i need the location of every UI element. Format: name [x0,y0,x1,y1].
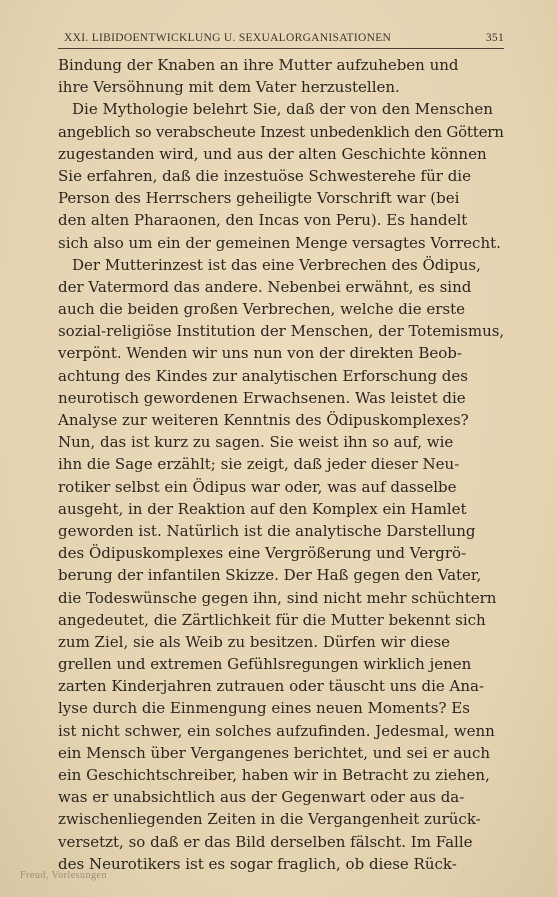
text-line: zarten Kinderjahren zutrauen oder täuscht uns die Ana- [58,677,485,696]
chapter-title: XXI. LIBIDOENTWICKLUNG U. SEXUALORGANISATIONEN [64,32,392,44]
page-number: 351 [485,32,504,44]
text-line: Die Mythologie belehrt Sie, daß der von den Menschen [72,100,493,119]
text-line: Sie erfahren, daß die inzestuöse Schwesterehe für die [58,166,471,185]
text-line: ihn die Sage erzählt; sie zeigt, daß jeder dieser Neu- [58,455,460,474]
text-line: ist nicht schwer, ein solches aufzufinden. Jedesmal, wenn [58,721,495,740]
text-line: des Ödipuskomplexes eine Vergrößerung und Vergrö- [58,544,467,563]
body-text [58,54,504,875]
text-line: zugestanden wird, und aus der alten Geschichte können [58,144,487,163]
text-line: der Vatermord das andere. Nebenbei erwähnt, es sind [58,277,472,296]
text-line: berung der infantilen Skizze. Der Haß gegen den Vater, [58,566,482,585]
text-line: achtung des Kindes zur analytischen Erforschung des [58,366,468,385]
running-header [58,28,504,48]
header-rule [58,48,504,49]
text-line: geworden ist. Natürlich ist die analytische Darstellung [58,521,476,540]
text-line: angedeutet, die Zärtlichkeit für die Mutter bekennt sich [58,610,486,629]
text-line: zum Ziel, sie als Weib zu besitzen. Dürfen wir diese [58,632,451,651]
text-line: den alten Pharaonen, den Incas von Peru). Es handelt [58,211,468,230]
text-line: Analyse zur weiteren Kenntnis des Ödipuskomplexes? [58,411,469,429]
text-line: ausgeht, in der Reaktion auf den Komplex ein Hamlet [58,499,467,518]
text-line: die Todeswünsche gegen ihn, sind nicht mehr schüchtern [58,588,497,607]
text-line: ein Mensch über Vergangenes berichtet, und sei er auch [58,743,491,762]
text-line: grellen und extremen Gefühlsregungen wirklich jenen [58,655,472,674]
text-line: Bindung der Knaben an ihre Mutter aufzuheben und [58,56,459,74]
text-line: Person des Herrschers geheiligte Vorschrift war (bei [58,189,460,208]
text-line: sozial-religiöse Institution der Menschen, der Totemismus, [58,322,505,341]
text-line: angeblich so verabscheute Inzest unbedenklich den Göttern [58,122,504,141]
text-line: des Neurotikers ist es sogar fraglich, ob diese Rück- [58,854,457,873]
text-line: ein Geschichtschreiber, haben wir in Betracht zu ziehen, [58,766,490,784]
text-line: auch die beiden großen Verbrechen, welche die erste [58,300,465,319]
footer-signature: Freud, Vorlesungen [20,870,107,881]
text-line: rotiker selbst ein Ödipus war oder, was auf dasselbe [58,477,457,496]
text-line: sich also um ein der gemeinen Menge versagtes Vorrecht. [58,233,501,252]
text-line: lyse durch die Einmengung eines neuen Moments? Es [58,699,470,718]
text-line: ihre Versöhnung mit dem Vater herzustellen. [58,78,400,97]
text-line: Nun, das ist kurz zu sagen. Sie weist ihn so auf, wie [58,433,454,452]
text-line: neurotisch gewordenen Erwachsenen. Was leistet die [58,388,466,407]
text-line: zwischenliegenden Zeiten in die Vergangenheit zurück- [58,810,481,829]
text-line: Der Mutterinzest ist das eine Verbrechen des Ödipus, [72,255,481,274]
text-line: versetzt, so daß er das Bild derselben fälscht. Im Falle [58,832,473,851]
text-line: was er unabsichtlich aus der Gegenwart oder aus da- [58,788,465,807]
text-line: verpönt. Wenden wir uns nun von der direkten Beob- [58,344,462,363]
